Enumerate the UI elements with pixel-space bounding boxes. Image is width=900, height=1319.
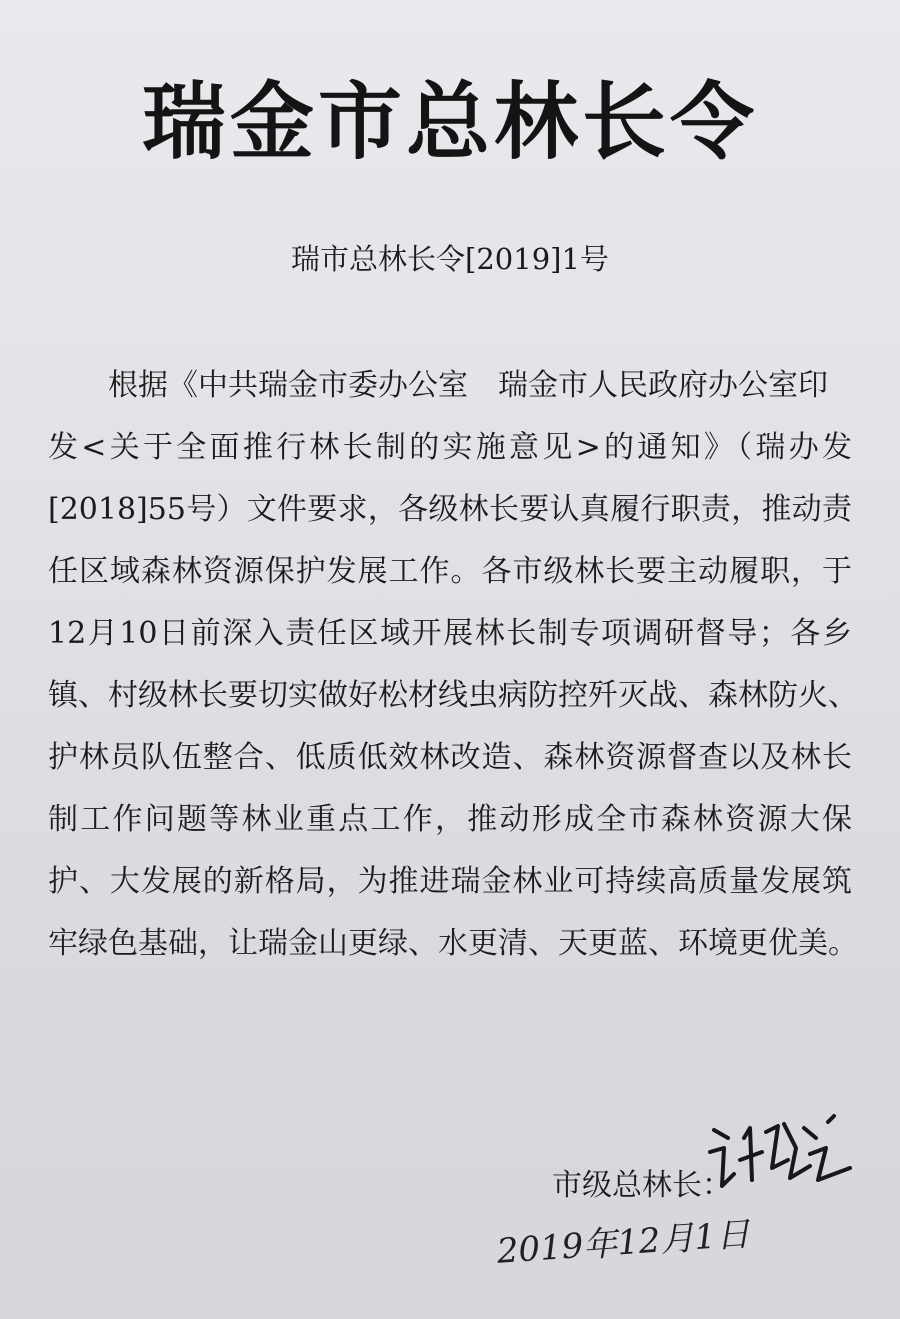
handwritten-signature-icon [700,1108,860,1198]
body-line: 根据《中共瑞金市委办公室 瑞金市人民政府办公室印 [108,368,828,403]
document-title: 瑞金市总林长令 [141,73,758,171]
body-line: 牢绿色基础，让瑞金山更绿、水更清、天更蓝、环境更优美。 [48,926,858,961]
body-line: 制工作问题等林业重点工作，推动形成全市森林资源大保 [48,802,852,837]
document-number: 瑞市总林长令[2019]1号 [291,242,609,276]
document-date [495,1214,752,1284]
body-line: 12月10日前深入责任区域开展林长制专项调研督导；各乡 [48,616,852,651]
body-line: [2018]55号）文件要求，各级林长要认真履行职责，推动责 [48,492,852,527]
body-line: 镇、村级林长要切实做好松材线虫病防控歼灭战、森林防火、 [48,678,858,713]
body-line: 发<关于全面推行林长制的实施意见>的通知》（瑞办发 [48,430,852,465]
signatory-label: 市级总林长： [552,1168,732,1203]
body-line: 护林员队伍整合、低质低效林改造、森林资源督查以及林长 [48,740,852,775]
date-text: 2019年12月1日 [495,1214,752,1272]
body-line: 任区域森林资源保护发展工作。各市级林长要主动履职，于 [48,554,852,589]
body-line: 护、大发展的新格局，为推进瑞金林业可持续高质量发展筑 [48,864,852,899]
